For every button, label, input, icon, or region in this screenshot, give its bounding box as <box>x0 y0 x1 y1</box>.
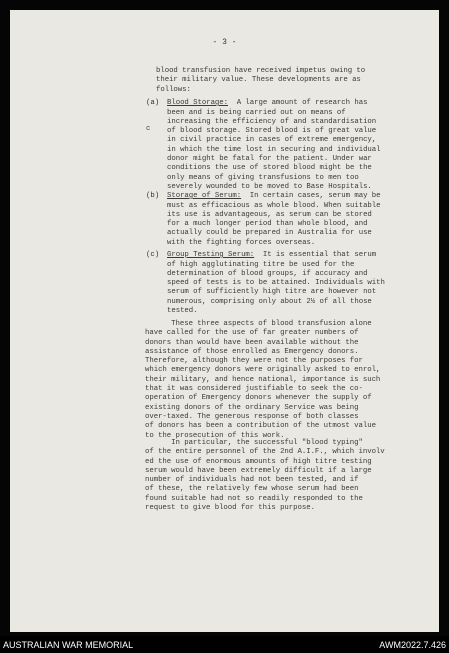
paragraph-emergency-donors: These three aspects of blood transfusion alone have called for the use of far greater numbers of donors than would have been available without the assistance of those enrolled as Emergency donors. Therefore, although they were not the purposes for which emergency donors were originally asked to enrol, their military, and hence national, importance is such that it was considered justifiable to seek the co- operation of Emergency donors whenever the supply of existing donors of the ordinary Service was being over-taxed. The generous response of both classes of donors has been a contribution of the utmost value to the prosecution of this work. <box>145 320 381 440</box>
item-a-label: (a) <box>146 99 160 107</box>
footer-institution: AUSTRALIAN WAR MEMORIAL <box>3 640 134 650</box>
item-b-label: (b) <box>146 192 160 200</box>
item-a-first-line-rest: A large amount of research has <box>228 99 368 107</box>
item-a-title: Blood Storage: <box>167 99 228 107</box>
page-number: - 3 - <box>212 38 237 47</box>
item-c-body: of high agglutinating titre be used for the determination of blood groups, if accuracy and speed of tests is to be attained. Individuals with serum of sufficiently high titre are however not numerous, comprising only about 2½ of all those tested. <box>167 260 385 315</box>
footer-accession-number: AWM2022.7.426 <box>379 640 446 650</box>
item-a-first-line <box>167 99 449 108</box>
footer-bar <box>0 636 449 653</box>
item-a-body: been and is being carried out on means of increasing the efficiency of and standardisation of blood storage. Stored blood is of great value in civil practice in cases of extreme emergency, in which the time lost in securing and individual donor might be fatal for the patient. Under war conditions the use of stored blood might be the only means of giving transfusions to men too severely wounded to be moved to Base Hospitals. <box>167 108 381 191</box>
item-b-first-line-rest: In certain cases, serum may be <box>241 192 381 200</box>
item-c-first-line-rest: It is essential that serum <box>254 251 377 259</box>
item-c-label: (c) <box>146 251 160 259</box>
item-b-body: must as efficacious as whole blood. When suitable its use is advantageous, as serum can be stored for a much longer period than whole blood, and actually could be prepared in Australia for use with the fighting forces overseas. <box>167 201 381 247</box>
item-b-title: Storage of Serum: <box>167 192 242 200</box>
document-page <box>10 10 439 632</box>
item-c-title: Group Testing Serum: <box>167 251 255 259</box>
item-c-first-line <box>167 251 449 260</box>
intro-paragraph: blood transfusion have received impetus owing to their military value. These developments are as follows: <box>156 67 366 94</box>
item-b-first-line <box>167 192 449 201</box>
paragraph-blood-typing: In particular, the successful "blood typing" of the entire personnel of the 2nd A.I.F., which involv ed the use of enormous amounts of high titre testing serum would have been extremely difficult if a large number of individuals had not been tested, and if of these, the relatively few whose serum had been found suitable had not so readily responded to the request to give blood for this purpose. <box>145 439 385 513</box>
margin-mark: c <box>146 125 151 133</box>
